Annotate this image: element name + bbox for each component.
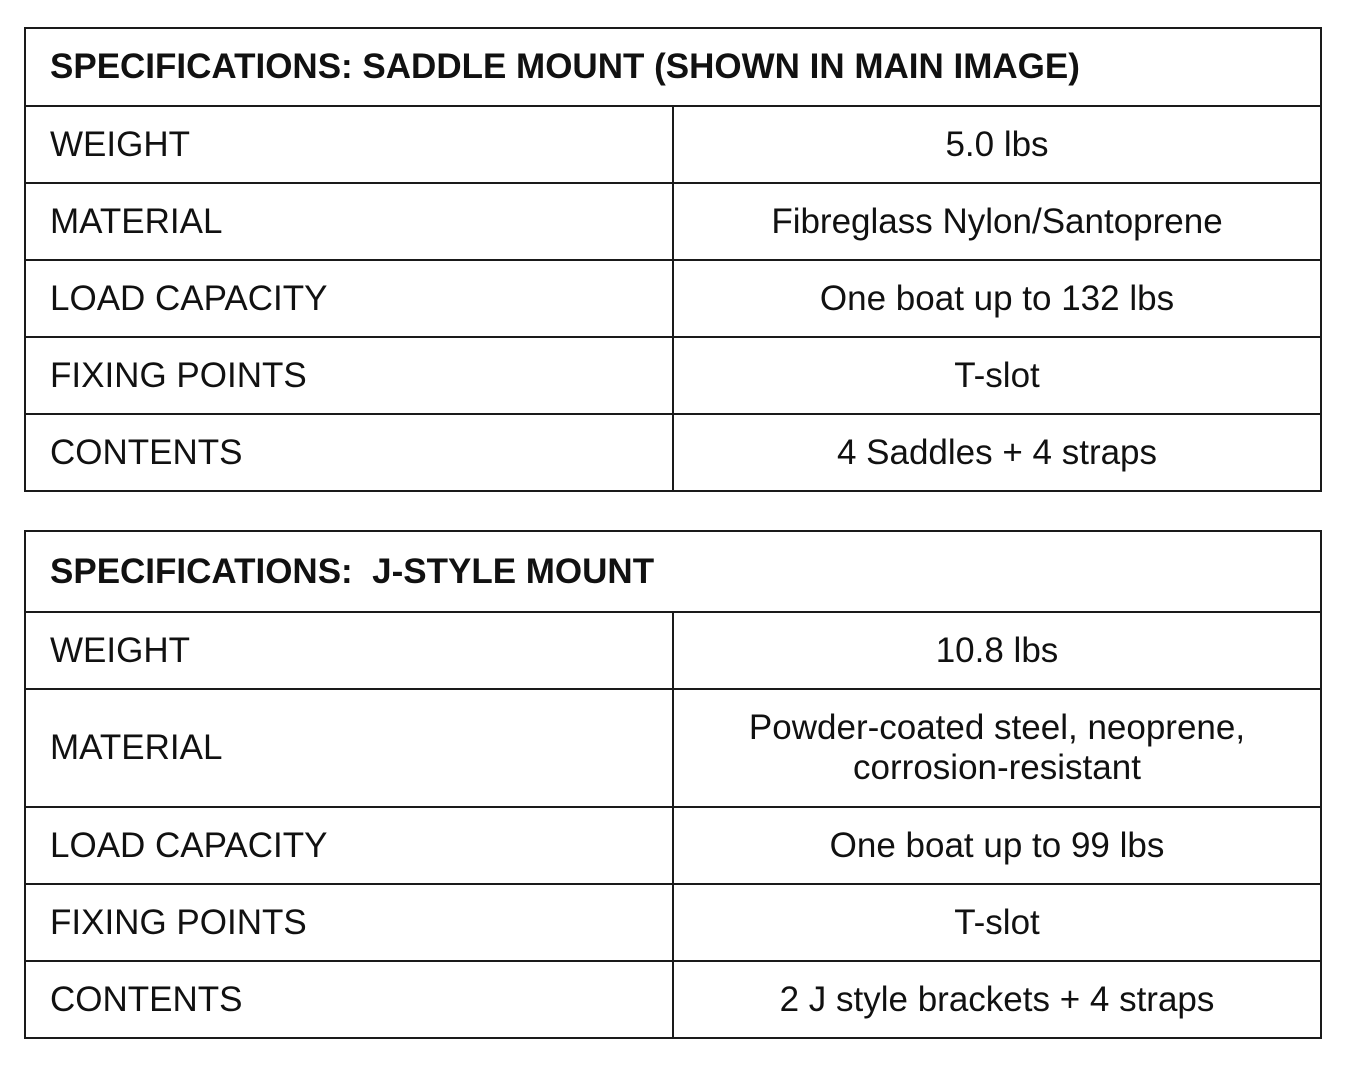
spec-label: LOAD CAPACITY bbox=[25, 807, 673, 884]
spec-label: MATERIAL bbox=[25, 183, 673, 260]
saddle-mount-spec-table bbox=[24, 27, 1322, 492]
spec-value-line: Powder-coated steel, neoprene, bbox=[748, 708, 1246, 747]
spec-value: One boat up to 132 lbs bbox=[673, 260, 1321, 337]
table-header-row bbox=[25, 531, 1321, 612]
spec-label: FIXING POINTS bbox=[25, 337, 673, 414]
table-row bbox=[25, 106, 1321, 183]
spec-label: FIXING POINTS bbox=[25, 884, 673, 961]
table-row bbox=[25, 961, 1321, 1038]
spec-value-line: corrosion-resistant bbox=[853, 748, 1141, 787]
table-row bbox=[25, 260, 1321, 337]
spec-value: T-slot bbox=[673, 884, 1321, 961]
spec-value: Fibreglass Nylon/Santoprene bbox=[673, 183, 1321, 260]
table-row bbox=[25, 807, 1321, 884]
j-style-mount-spec-table bbox=[24, 530, 1322, 1039]
spec-label: CONTENTS bbox=[25, 414, 673, 491]
spec-label: MATERIAL bbox=[25, 689, 673, 807]
spec-label: CONTENTS bbox=[25, 961, 673, 1038]
spec-label: WEIGHT bbox=[25, 612, 673, 689]
table-row bbox=[25, 689, 1321, 807]
table-row bbox=[25, 414, 1321, 491]
spec-value: 10.8 lbs bbox=[673, 612, 1321, 689]
table-header-row bbox=[25, 28, 1321, 106]
spec-label: WEIGHT bbox=[25, 106, 673, 183]
spec-value: T-slot bbox=[673, 337, 1321, 414]
table-row bbox=[25, 337, 1321, 414]
spec-label: LOAD CAPACITY bbox=[25, 260, 673, 337]
spec-value: One boat up to 99 lbs bbox=[673, 807, 1321, 884]
spec-value: 4 Saddles + 4 straps bbox=[673, 414, 1321, 491]
spec-value: 5.0 lbs bbox=[673, 106, 1321, 183]
table-title: SPECIFICATIONS: SADDLE MOUNT (SHOWN IN MAIN IMAGE) bbox=[25, 28, 1321, 106]
spec-value: 2 J style brackets + 4 straps bbox=[673, 961, 1321, 1038]
spec-value bbox=[673, 689, 1321, 807]
table-title: SPECIFICATIONS: J-STYLE MOUNT bbox=[25, 531, 1321, 612]
table-row bbox=[25, 884, 1321, 961]
table-row bbox=[25, 612, 1321, 689]
table-row bbox=[25, 183, 1321, 260]
